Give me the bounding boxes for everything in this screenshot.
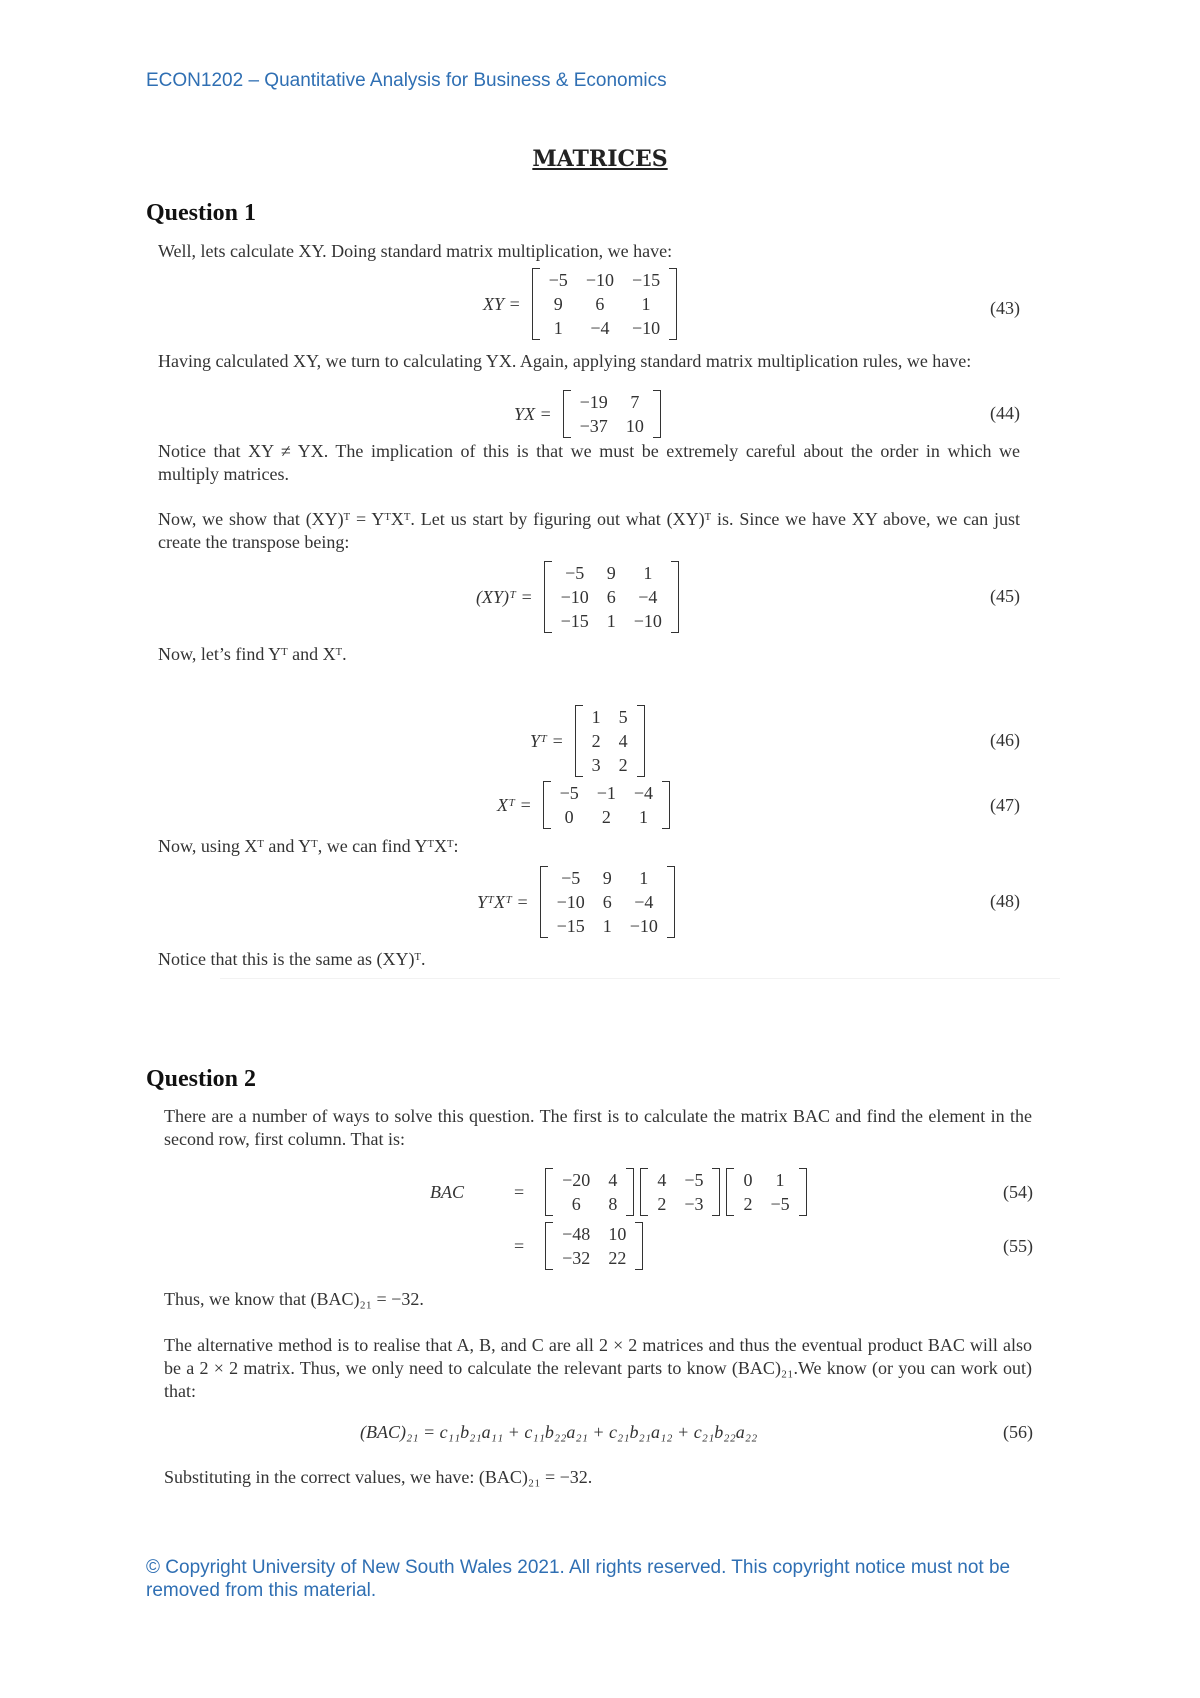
- matrix-row: [583, 753, 637, 777]
- right-bracket: [799, 1168, 807, 1216]
- matrix-cell: −5: [561, 868, 581, 888]
- right-bracket: [635, 1222, 643, 1270]
- matrix-cell: −4: [638, 587, 658, 607]
- question-1-heading: Question 1: [146, 200, 257, 226]
- matrix-cell: 4: [618, 731, 628, 751]
- equation-56: [360, 1422, 757, 1443]
- eq45-lhs: (XY)ᵀ =: [476, 586, 533, 607]
- matrix-cell: −10: [633, 611, 662, 631]
- q1-text3: Notice that XY ≠ YX. The implication of this is that we must be extremely careful about the order in which we multiply matrices.: [158, 441, 1020, 484]
- matrix-b: [545, 1168, 634, 1216]
- equation-46: [530, 705, 648, 777]
- matrix-cell: −10: [556, 892, 585, 912]
- eq54-lhs: BAC: [430, 1181, 464, 1202]
- matrix-cell: −32: [562, 1248, 591, 1268]
- left-bracket: [545, 1168, 553, 1216]
- matrix-row: [583, 705, 637, 729]
- matrix-cell: 1: [775, 1170, 785, 1190]
- q1-intro: Well, lets calculate XY. Doing standard matrix multiplication, we have:: [158, 241, 673, 261]
- matrix-cell: 2: [743, 1194, 753, 1214]
- left-bracket: [726, 1168, 734, 1216]
- matrix-cell: 2: [657, 1194, 667, 1214]
- matrix-cell: −10: [629, 916, 658, 936]
- matrix-row: [551, 781, 662, 805]
- left-bracket: [543, 781, 551, 829]
- matrix-cell: 9: [602, 868, 612, 888]
- matrix-table: [548, 866, 667, 938]
- matrix-row: [734, 1168, 798, 1192]
- matrix-cell: 4: [608, 1170, 618, 1190]
- matrix-row: [540, 292, 669, 316]
- equation-54: [430, 1168, 810, 1216]
- matrix-cell: 10: [608, 1224, 627, 1244]
- left-bracket: [540, 866, 548, 938]
- matrix-cell: −10: [631, 318, 661, 338]
- eq45-number: (45): [990, 586, 1020, 606]
- matrix-row: [540, 268, 669, 292]
- left-bracket: [545, 1222, 553, 1270]
- right-bracket: [712, 1168, 720, 1216]
- matrix-cell: −20: [562, 1170, 591, 1190]
- matrix-table: [571, 390, 653, 438]
- matrix-x-transpose: [543, 781, 670, 829]
- left-bracket: [640, 1168, 648, 1216]
- matrix-cell: −4: [633, 783, 654, 803]
- matrix-cell: 7: [630, 392, 640, 412]
- matrix-cell: 4: [657, 1170, 667, 1190]
- eq56-number: (56): [1003, 1422, 1033, 1442]
- matrix-row: [548, 866, 667, 890]
- matrix-cell: 1: [602, 916, 612, 936]
- matrix-bac-result: [545, 1222, 643, 1270]
- matrix-row: [548, 890, 667, 914]
- q1-text4: Now, we show that (XY)ᵀ = YᵀXᵀ. Let us start by figuring out what (XY)ᵀ is. Since we have XY above, we can just create the transpose being:: [158, 509, 1020, 552]
- matrix-cell: −5: [565, 563, 585, 583]
- matrix-row: [552, 585, 671, 609]
- right-bracket: [637, 705, 645, 777]
- matrix-cell: 0: [564, 807, 574, 827]
- matrix-cell: 6: [595, 294, 605, 314]
- matrix-cell: −4: [634, 892, 654, 912]
- matrix-cell: 1: [591, 707, 601, 727]
- equation-44: [514, 390, 664, 438]
- eq48-lhs: YᵀXᵀ =: [477, 891, 529, 912]
- q1-text6: Now, using Xᵀ and Yᵀ, we can find YᵀXᵀ:: [158, 836, 459, 856]
- matrix-cell: 3: [591, 755, 601, 775]
- eq56-expression: (BAC)₂₁ = c₁₁b₂₁a₁₁ + c₁₁b₂₂a₂₁ + c₂₁b₂₁a₁₂ + c₂₁b₂₂a₂₂: [360, 1422, 758, 1442]
- right-bracket: [626, 1168, 634, 1216]
- matrix-a: [640, 1168, 720, 1216]
- eq54-number: (54): [1003, 1182, 1033, 1202]
- matrix-yx: [563, 390, 661, 438]
- q2-text4: Substituting in the correct values, we have: (BAC)₂₁ = −32.: [164, 1467, 593, 1487]
- matrix-yt-xt: [540, 866, 675, 938]
- matrix-cell: 2: [601, 807, 611, 827]
- eq47-number: (47): [990, 795, 1020, 815]
- eq44-lhs: YX =: [514, 403, 552, 424]
- matrix-cell: −5: [684, 1170, 704, 1190]
- matrix-cell: 1: [641, 294, 651, 314]
- matrix-cell: 1: [638, 807, 648, 827]
- matrix-cell: −3: [684, 1194, 704, 1214]
- eq46-lhs: Yᵀ =: [530, 730, 564, 751]
- matrix-cell: 1: [643, 563, 653, 583]
- right-bracket: [669, 268, 677, 340]
- matrix-row: [551, 805, 662, 829]
- right-bracket: [653, 390, 661, 438]
- matrix-cell: 2: [591, 731, 601, 751]
- equation-48: [477, 866, 678, 938]
- matrix-row: [648, 1168, 712, 1192]
- eq55-number: (55): [1003, 1236, 1033, 1256]
- matrix-cell: −15: [556, 916, 585, 936]
- course-header: ECON1202 – Quantitative Analysis for Business & Economics: [146, 70, 667, 91]
- matrix-table: [734, 1168, 798, 1216]
- matrix-cell: 6: [602, 892, 612, 912]
- matrix-table: [648, 1168, 712, 1216]
- matrix-row: [571, 414, 653, 438]
- matrix-cell: −15: [631, 270, 661, 290]
- matrix-row: [648, 1192, 712, 1216]
- left-bracket: [532, 268, 540, 340]
- matrix-row: [553, 1192, 626, 1216]
- left-bracket: [575, 705, 583, 777]
- copyright-footer: © Copyright University of New South Wales 2021. All rights reserved. This copyright notice must not be removed from this material.: [146, 1557, 1011, 1601]
- matrix-row: [553, 1246, 635, 1270]
- matrix-cell: 1: [639, 868, 649, 888]
- matrix-cell: −37: [579, 416, 608, 436]
- matrix-table: [552, 561, 671, 633]
- q1-text2: Having calculated XY, we turn to calculating YX. Again, applying standard matrix multiplication rules, we have:: [158, 351, 972, 371]
- matrix-row: [571, 390, 653, 414]
- matrix-cell: −48: [562, 1224, 591, 1244]
- q1-text5: Now, let’s find Yᵀ and Xᵀ.: [158, 644, 347, 664]
- eq54-equals: =: [514, 1181, 525, 1202]
- matrix-xy: [532, 268, 677, 340]
- matrix-cell: −19: [579, 392, 608, 412]
- matrix-cell: 22: [608, 1248, 627, 1268]
- matrix-xy-transpose: [544, 561, 679, 633]
- matrix-table: [540, 268, 669, 340]
- matrix-row: [553, 1168, 626, 1192]
- q1-text7: Notice that this is the same as (XY)ᵀ.: [158, 949, 426, 969]
- right-bracket: [662, 781, 670, 829]
- matrix-cell: −10: [585, 270, 614, 290]
- page-title: [0, 146, 1200, 172]
- left-bracket: [544, 561, 552, 633]
- matrix-cell: 6: [606, 587, 616, 607]
- equation-45: [476, 561, 682, 633]
- matrix-cell: 9: [553, 294, 563, 314]
- eq44-number: (44): [990, 403, 1020, 423]
- eq43-lhs: XY =: [483, 293, 521, 314]
- eq43-number: (43): [990, 298, 1020, 318]
- matrix-cell: 0: [743, 1170, 753, 1190]
- matrix-cell: 5: [618, 707, 628, 727]
- matrix-row: [583, 729, 637, 753]
- matrix-row: [548, 914, 667, 938]
- matrix-cell: −10: [560, 587, 589, 607]
- matrix-cell: 2: [618, 755, 628, 775]
- matrix-cell: −5: [559, 783, 579, 803]
- q2-text3: The alternative method is to realise that A, B, and C are all 2 × 2 matrices and thus the eventual product BAC will also be a 2 × 2 matrix. Thus, we only need to calculate the relevant parts to know (BAC)₂₁.We know (or you can work out) that:: [164, 1335, 1032, 1401]
- matrix-cell: −5: [548, 270, 568, 290]
- equation-47: [497, 781, 673, 829]
- q2-intro: There are a number of ways to solve this question. The first is to calculate the matrix BAC and find the element in the second row, first column. That is:: [164, 1106, 1032, 1149]
- matrix-cell: 6: [571, 1194, 581, 1214]
- matrix-row: [552, 609, 671, 633]
- matrix-table: [551, 781, 662, 829]
- matrix-cell: 9: [606, 563, 616, 583]
- matrix-cell: 1: [606, 611, 616, 631]
- eq47-lhs: Xᵀ =: [497, 794, 532, 815]
- right-bracket: [667, 866, 675, 938]
- matrix-row: [553, 1222, 635, 1246]
- matrix-row: [540, 316, 669, 340]
- matrix-table: [583, 705, 637, 777]
- eq55-equals: =: [514, 1235, 525, 1256]
- matrix-cell: 10: [625, 416, 644, 436]
- q2-text2: Thus, we know that (BAC)₂₁ = −32.: [164, 1289, 424, 1309]
- matrix-table: [553, 1168, 626, 1216]
- matrix-cell: −15: [560, 611, 589, 631]
- matrix-c: [726, 1168, 806, 1216]
- equation-43: [483, 268, 680, 340]
- right-bracket: [671, 561, 679, 633]
- question-2-heading: Question 2: [146, 1066, 257, 1092]
- matrix-cell: −5: [770, 1194, 790, 1214]
- matrix-y-transpose: [575, 705, 645, 777]
- left-bracket: [563, 390, 571, 438]
- eq46-number: (46): [990, 730, 1020, 750]
- matrix-table: [553, 1222, 635, 1270]
- matrix-cell: 8: [608, 1194, 618, 1214]
- matrix-row: [552, 561, 671, 585]
- matrix-cell: −4: [590, 318, 610, 338]
- page-title-text: MATRICES: [532, 146, 668, 172]
- faint-divider: [220, 978, 1060, 979]
- equation-55: [430, 1222, 646, 1270]
- matrix-row: [734, 1192, 798, 1216]
- eq48-number: (48): [990, 891, 1020, 911]
- matrix-cell: −1: [596, 783, 616, 803]
- matrix-cell: 1: [553, 318, 563, 338]
